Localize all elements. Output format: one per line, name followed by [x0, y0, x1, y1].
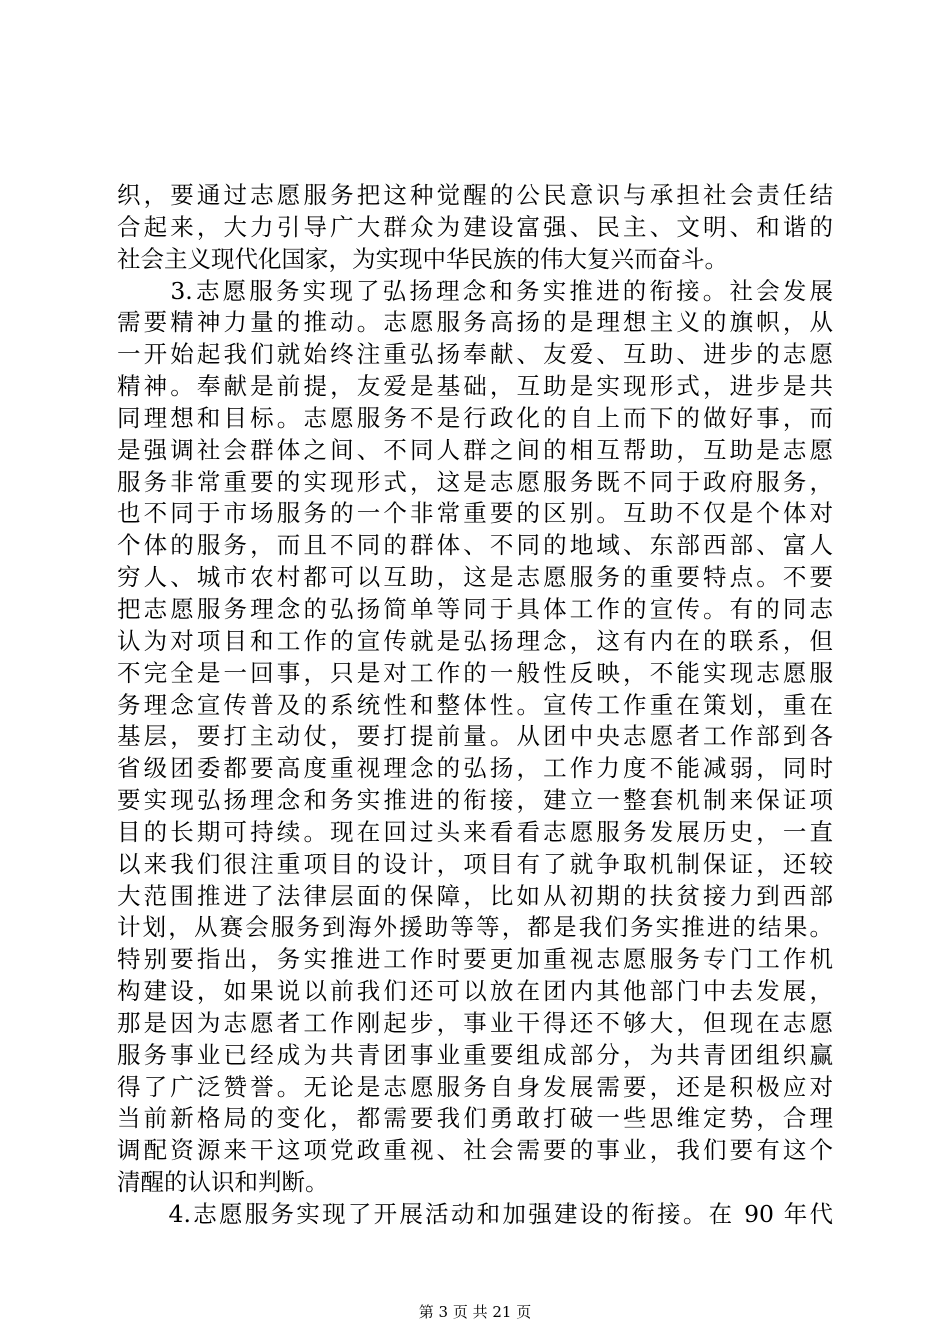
text-line: 要实现弘扬理念和务实推进的衔接，建立一整套机制来保证项	[117, 786, 833, 815]
text-line: 认为对项目和工作的宣传就是弘扬理念，这有内在的联系，但	[117, 626, 833, 655]
text-line: 精神。奉献是前提，友爱是基础，互助是实现形式，进步是共	[117, 372, 833, 401]
text-line: 目的长期可持续。现在回过头来看看志愿服务发展历史，一直	[117, 817, 833, 846]
text-line: 得了广泛赞誉。无论是志愿服务自身发展需要，还是积极应对	[117, 1072, 833, 1101]
text-line: 个体的服务，而且不同的群体、不同的地域、东部西部、富人	[117, 531, 833, 560]
document-body	[117, 180, 833, 1231]
page-footer: 第 3 页 共 21 页	[418, 1303, 532, 1321]
text-line: 3.志愿服务实现了弘扬理念和务实推进的衔接。社会发展	[117, 276, 833, 305]
text-line: 穷人、城市农村都可以互助，这是志愿服务的重要特点。不要	[117, 563, 833, 592]
text-line: 服务事业已经成为共青团事业重要组成部分，为共青团组织赢	[117, 1040, 833, 1069]
text-line: 也不同于市场服务的一个非常重要的区别。互助不仅是个体对	[117, 499, 833, 528]
text-line: 基层，要打主动仗，要打提前量。从团中央志愿者工作部到各	[117, 722, 833, 751]
text-line: 那是因为志愿者工作刚起步，事业干得还不够大，但现在志愿	[117, 1008, 833, 1037]
text-line: 织，要通过志愿服务把这种觉醒的公民意识与承担社会责任结	[117, 181, 833, 209]
text-line: 当前新格局的变化，都需要我们勇敢打破一些思维定势，合理	[117, 1104, 833, 1133]
text-line: 是强调社会群体之间、不同人群之间的相互帮助，互助是志愿	[117, 435, 833, 464]
text-line: 一开始起我们就始终注重弘扬奉献、友爱、互助、进步的志愿	[117, 340, 833, 369]
text-line: 计划，从赛会服务到海外援助等等，都是我们务实推进的结果。	[117, 913, 833, 942]
text-line: 服务非常重要的实现形式，这是志愿服务既不同于政府服务，	[117, 467, 833, 496]
text-line: 4.志愿服务实现了开展活动和加强建设的衔接。在 90 年代	[117, 1200, 833, 1228]
text-line: 社会主义现代化国家，为实现中华民族的伟大复兴而奋斗。	[117, 244, 728, 273]
text-line: 省级团委都要高度重视理念的弘扬，工作力度不能减弱，同时	[117, 754, 833, 783]
text-line: 务理念宣传普及的系统性和整体性。宣传工作重在策划，重在	[117, 690, 833, 719]
text-line: 清醒的认识和判断。	[117, 1168, 329, 1197]
text-line: 合起来，大力引导广大群众为建设富强、民主、文明、和谐的	[117, 212, 833, 241]
text-line: 以来我们很注重项目的设计，项目有了就争取机制保证，还较	[117, 849, 833, 878]
text-line: 需要精神力量的推动。志愿服务高扬的是理想主义的旗帜，从	[117, 308, 833, 337]
text-line: 同理想和目标。志愿服务不是行政化的自上而下的做好事，而	[117, 403, 833, 432]
text-line: 不完全是一回事，只是对工作的一般性反映，不能实现志愿服	[117, 658, 833, 687]
text-line: 大范围推进了法律层面的保障，比如从初期的扶贫接力到西部	[117, 881, 833, 910]
text-line: 特别要指出，务实推进工作时要更加重视志愿服务专门工作机	[117, 945, 833, 974]
text-line: 构建设，如果说以前我们还可以放在团内其他部门中去发展，	[117, 977, 833, 1006]
text-line: 把志愿服务理念的弘扬简单等同于具体工作的宣传。有的同志	[117, 594, 833, 623]
text-line: 调配资源来干这项党政重视、社会需要的事业，我们要有这个	[117, 1136, 833, 1165]
